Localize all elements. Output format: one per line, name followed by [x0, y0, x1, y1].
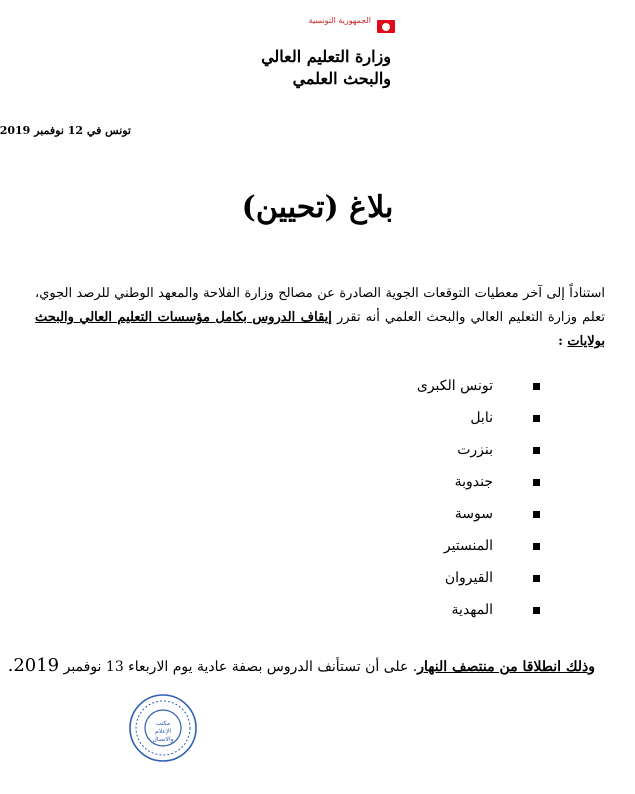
list-item: المهدية: [417, 594, 540, 626]
list-item: نابل: [417, 402, 540, 434]
bullet-icon: [533, 415, 540, 422]
svg-text:الإعلام: الإعلام: [155, 728, 171, 735]
office-stamp: [128, 693, 198, 763]
svg-text:والاتصال: والاتصال: [152, 736, 174, 743]
ministry-name: [231, 46, 391, 90]
closing-sentence: [7, 655, 595, 678]
ministry-line-1: وزارة التعليم العالي: [261, 47, 391, 66]
republic-label: الجمهورية التونسية: [308, 16, 371, 25]
list-item: بنزرت: [417, 434, 540, 466]
bullet-icon: [533, 543, 540, 550]
governorates-list: [417, 370, 540, 626]
bullet-icon: [533, 447, 540, 454]
closing-rest: . على أن تستأنف الدروس بصفة عادية يوم الاربعاء 13 نوفمبر: [59, 659, 418, 675]
tunisia-flag-icon: [377, 20, 395, 33]
list-item: جندوبة: [417, 466, 540, 498]
bullet-icon: [533, 575, 540, 582]
document-date: تونس في 12 نوفمبر 2019: [0, 124, 131, 137]
bullet-icon: [533, 383, 540, 390]
bullet-icon: [533, 511, 540, 518]
closing-year: 2019.: [7, 655, 60, 676]
list-item: تونس الكبرى: [417, 370, 540, 402]
announcement-paragraph: [35, 282, 605, 354]
paragraph-colon: :: [558, 334, 568, 349]
paragraph-decision: إيقاف الدروس بكامل مؤسسات التعليم العالي والبحث بولايات: [35, 310, 605, 349]
document-title: بلاغ (تحيين): [241, 190, 394, 225]
letterhead: [235, 8, 395, 90]
closing-bold: وذلك انطلاقا من منتصف النهار: [417, 659, 595, 675]
paragraph-intro: استناداً إلى آخر معطيات التوقعات الجوية الصادرة عن مصالح وزارة الفلاحة والمعهد الوطني للرصد الجوي، تعلم وزارة التعليم العالي والبحث العلمي أنه تقرر: [35, 286, 605, 325]
bullet-icon: [533, 607, 540, 614]
list-item: القيروان: [417, 562, 540, 594]
bullet-icon: [533, 479, 540, 486]
list-item: سوسة: [417, 498, 540, 530]
ministry-line-2: والبحث العلمي: [292, 69, 391, 88]
svg-text:مكتب: مكتب: [155, 720, 171, 727]
list-item: المنستير: [417, 530, 540, 562]
